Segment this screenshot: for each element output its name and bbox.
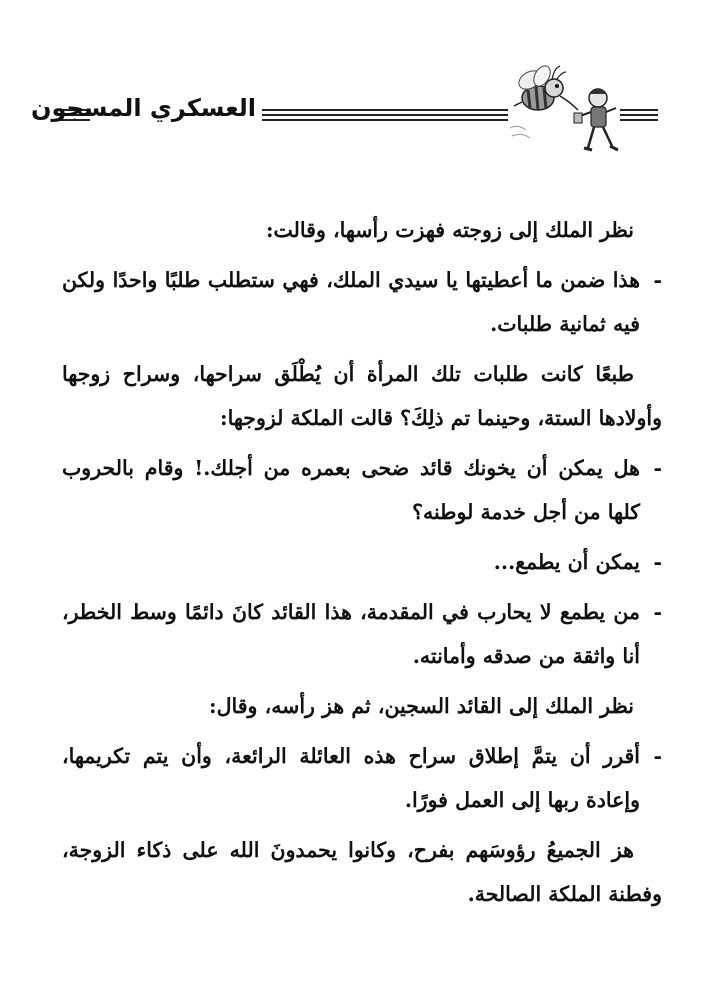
dash-marker: - [653, 268, 662, 292]
page-header [0, 58, 720, 168]
dialogue-text: من يطمع لا يحارب في المقدمة، هذا القائد كانَ دائمًا وسط الخطر، أنا واثقة من صدقه وأمانته. [62, 600, 640, 668]
dash-marker: - [653, 456, 662, 480]
dialogue-text: أقرر أن يتمَّ إطلاق سراح هذه العائلة الرائعة، وأن يتم تكريمها، وإعادة ربها إلى العمل فورًا. [62, 744, 640, 812]
dash-marker: - [653, 600, 662, 624]
dialogue-line-2 [62, 446, 662, 534]
dialogue-line-3 [62, 540, 662, 584]
dialogue-line-4 [62, 590, 662, 678]
running-title: العسكري المسجون [30, 94, 256, 122]
header-rule-middle [262, 109, 508, 117]
paragraph-4: هز الجميعُ رؤوسَهم بفرح، وكانوا يحمدونَ الله على ذكاء الزوجة، وفطنة الملكة الصالحة. [62, 838, 662, 906]
paragraph-3: نظر الملك إلى القائد السجين، ثم هز رأسه، وقال: [209, 694, 634, 718]
dash-marker: - [653, 744, 662, 768]
dialogue-text: هذا ضمن ما أعطيتها يا سيدي الملك، فهي ستطلب طلبًا واحدًا ولكن فيه ثمانية طلبات. [62, 268, 640, 336]
story-text [62, 208, 662, 922]
bee-and-boy-illustration [508, 58, 626, 164]
header-rule-right [620, 109, 658, 117]
dialogue-line-5 [62, 734, 662, 822]
dialogue-line-1 [62, 258, 662, 346]
paragraph-2: طبعًا كانت طلبات تلك المرأة أن يُطْلَق سراحها، وسراح زوجها وأولادها الستة، وحينما تم ذلِكَ؟ قالت الملكة لزوجها: [62, 362, 662, 430]
paragraph-1: نظر الملك إلى زوجته فهزت رأسها، وقالت: [265, 218, 634, 242]
dialogue-text: هل يمكن أن يخونك قائد ضحى بعمره من أجلك.! وقام بالحروب كلها من أجل خدمة لوطنه؟ [62, 456, 640, 524]
dialogue-text: يمكن أن يطمع... [493, 550, 640, 574]
dash-marker: - [653, 550, 662, 574]
